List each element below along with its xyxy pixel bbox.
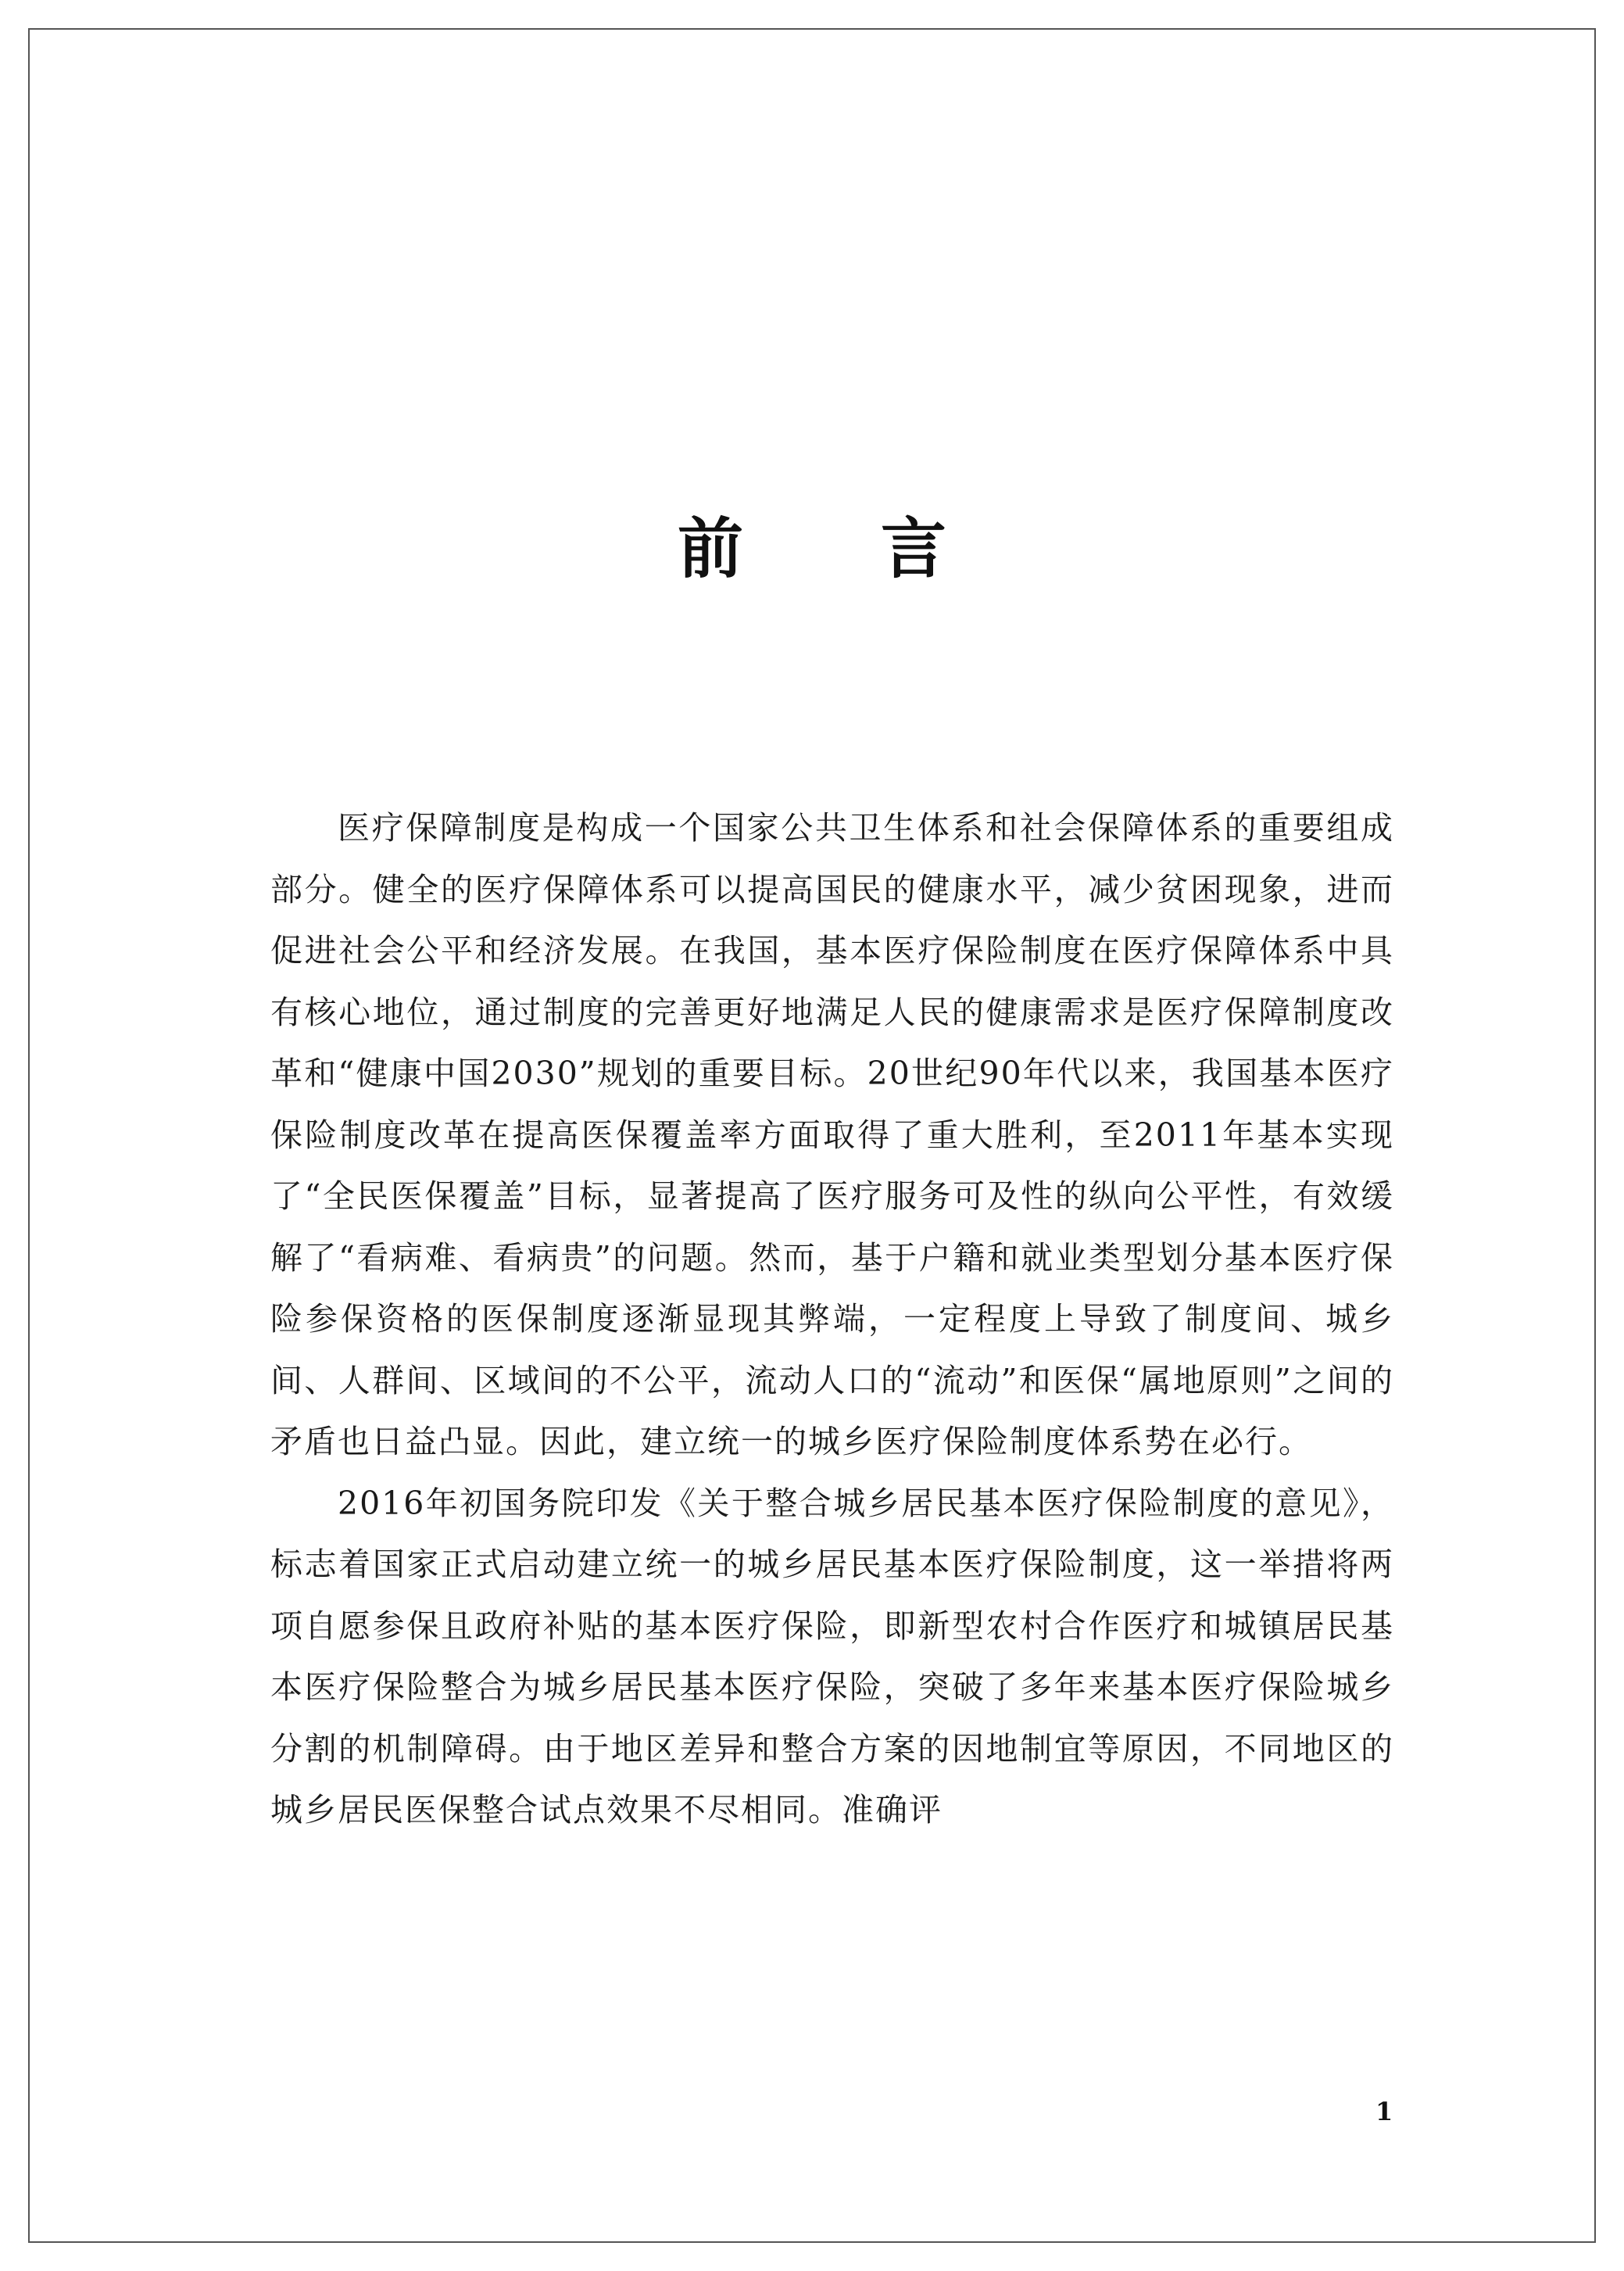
page-number: 1 [1375, 2097, 1393, 2126]
page-title [0, 496, 1624, 591]
paragraph-2: 2016年初国务院印发《关于整合城乡居民基本医疗保险制度的意见》，标志着国家正式启动建立统一的城乡居民基本医疗保险制度，这一举措将两项自愿参保且政府补贴的基本医疗保险，即新型农村合作医疗和城镇居民基本医疗保险整合为城乡居民基本医疗保险，突破了多年来基本医疗保险城乡分割的机制障碍。由于地区差异和整合方案的因地制宜等原因，不同地区的城乡居民医保整合试点效果不尽相同。准确评 [270, 1484, 1394, 1829]
title-char-2: 言 [881, 510, 947, 587]
title-char-1: 前 [677, 510, 743, 587]
body-text [270, 797, 1394, 1841]
paragraph-1: 医疗保障制度是构成一个国家公共卫生体系和社会保障体系的重要组成部分。健全的医疗保障体系可以提高国民的健康水平，减少贫困现象，进而促进社会公平和经济发展。在我国，基本医疗保险制度在医疗保障体系中具有核心地位，通过制度的完善更好地满足人民的健康需求是医疗保障制度改革和“健康中国2030”规划的重要目标。20世纪90年代以来，我国基本医疗保险制度改革在提高医保覆盖率方面取得了重大胜利，至2011年基本实现了“全民医保覆盖”目标，显著提高了医疗服务可及性的纵向公平性，有效缓解了“看病难、看病贵”的问题。然而，基于户籍和就业类型划分基本医疗保险参保资格的医保制度逐渐显现其弊端，一定程度上导致了制度间、城乡间、人群间、区域间的不公平，流动人口的“流动”和医保“属地原则”之间的矛盾也日益凸显。因此，建立统一的城乡医疗保险制度体系势在必行。 [270, 809, 1394, 1460]
